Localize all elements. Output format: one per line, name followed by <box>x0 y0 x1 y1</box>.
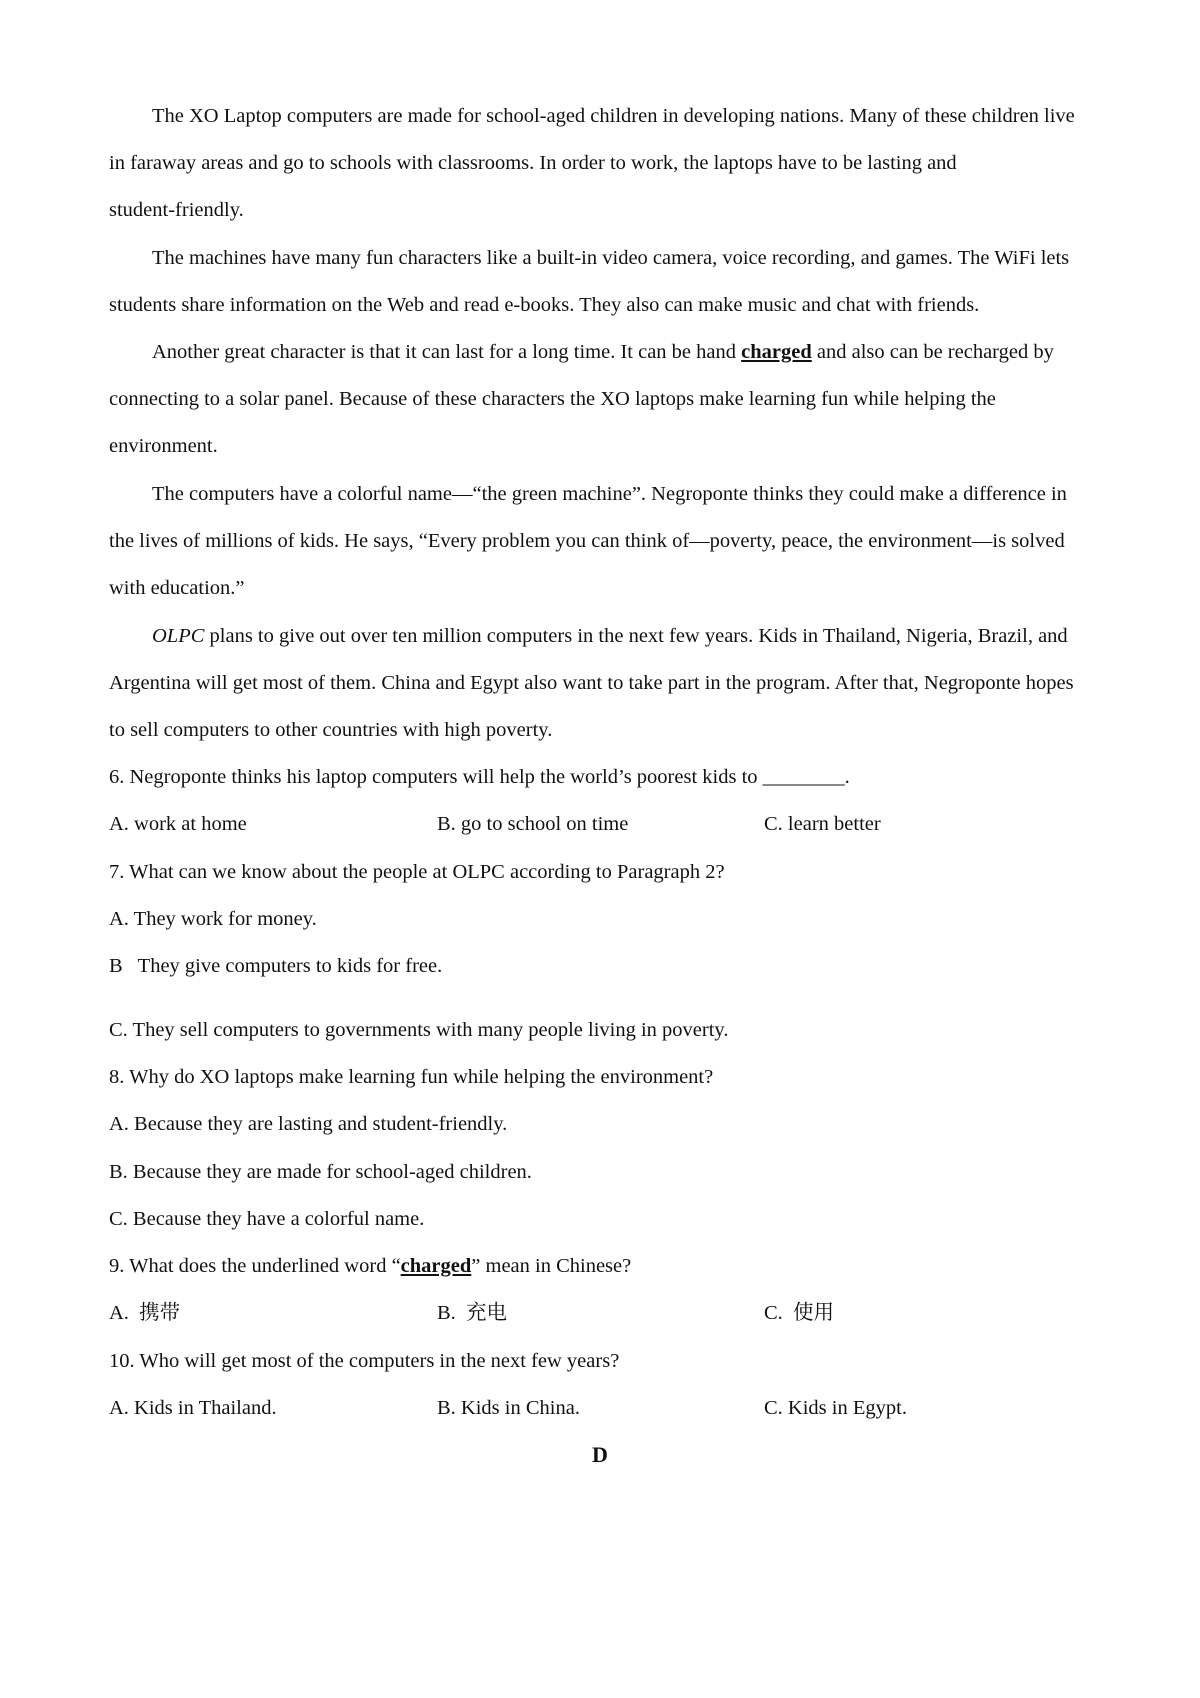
passage-p3-text-after: and also can be recharged by <box>811 341 1054 363</box>
olpc-italic: OLPC <box>152 625 205 647</box>
question-8-option-c: C. Because they have a colorful name. <box>109 1208 425 1230</box>
question-6-stem: 6. Negroponte thinks his laptop computers will help the world’s poorest kids to ________. <box>109 766 850 788</box>
question-8-option-b: B. Because they are made for school-aged children. <box>109 1161 532 1183</box>
question-7-option-b: B They give computers to kids for free. <box>109 955 443 977</box>
passage-p3-text-before: Another great character is that it can last for a long time. It can be hand <box>152 341 742 363</box>
passage-p3-line3: environment. <box>109 435 218 457</box>
passage-p2-line2: students share information on the Web and read e-books. They also can make music and chat with friends. <box>109 294 980 316</box>
passage-p1-line2: in faraway areas and go to schools with classrooms. In order to work, the laptops have to be lasting and <box>109 152 957 174</box>
question-8-option-a: A. Because they are lasting and student-friendly. <box>109 1113 508 1135</box>
question-7-stem: 7. What can we know about the people at OLPC according to Paragraph 2? <box>109 861 725 883</box>
question-9-underlined-word: charged <box>400 1255 472 1277</box>
question-9-stem-before: 9. What does the underlined word “ <box>109 1255 401 1277</box>
passage-p1-line1: The XO Laptop computers are made for school-aged children in developing nations. Many of these children live <box>152 105 1075 127</box>
question-9-option-b: B. 充电 <box>437 1302 508 1324</box>
passage-p2-line1: The machines have many fun characters like a built-in video camera, voice recording, and games. The WiFi lets <box>152 247 1070 269</box>
question-7-option-a: A. They work for money. <box>109 908 317 930</box>
question-10-option-c: C. Kids in Egypt. <box>764 1397 907 1419</box>
passage-p3-line1 <box>152 340 1142 364</box>
question-8-stem: 8. Why do XO laptops make learning fun while helping the environment? <box>109 1066 714 1088</box>
passage-p5-text: plans to give out over ten million computers in the next few years. Kids in Thailand, Nigeria, Brazil, and <box>204 625 1068 647</box>
question-7-option-c: C. They sell computers to governments with many people living in poverty. <box>109 1019 729 1041</box>
passage-p4-line2: the lives of millions of kids. He says, “Every problem you can think of—poverty, peace, the environment—is solved <box>109 530 1065 552</box>
section-heading-d: D <box>592 1442 608 1467</box>
question-6-option-b: B. go to school on time <box>437 813 629 835</box>
question-6-option-c: C. learn better <box>764 813 881 835</box>
passage-p4-line3: with education.” <box>109 577 245 599</box>
passage-p5-line2: Argentina will get most of them. China and Egypt also want to take part in the program. After that, Negroponte hopes <box>109 672 1074 694</box>
question-9-stem <box>109 1254 1099 1278</box>
question-10-option-a: A. Kids in Thailand. <box>109 1397 277 1419</box>
passage-p5-line3: to sell computers to other countries with high poverty. <box>109 719 553 741</box>
question-9-option-c: C. 使用 <box>764 1302 835 1324</box>
question-9-option-a: A. 携带 <box>109 1302 181 1324</box>
passage-p1-line3: student-friendly. <box>109 199 244 221</box>
passage-p4-line1: The computers have a colorful name—“the green machine”. Negroponte thinks they could make a difference in <box>152 483 1067 505</box>
question-9-stem-after: ” mean in Chinese? <box>471 1255 632 1277</box>
passage-p3-line2: connecting to a solar panel. Because of these characters the XO laptops make learning fun while helping the <box>109 388 996 410</box>
passage-p5-line1 <box>152 624 1142 648</box>
question-6-option-a: A. work at home <box>109 813 247 835</box>
question-10-stem: 10. Who will get most of the computers in the next few years? <box>109 1350 620 1372</box>
underlined-word-charged: charged <box>741 341 812 363</box>
question-10-option-b: B. Kids in China. <box>437 1397 580 1419</box>
